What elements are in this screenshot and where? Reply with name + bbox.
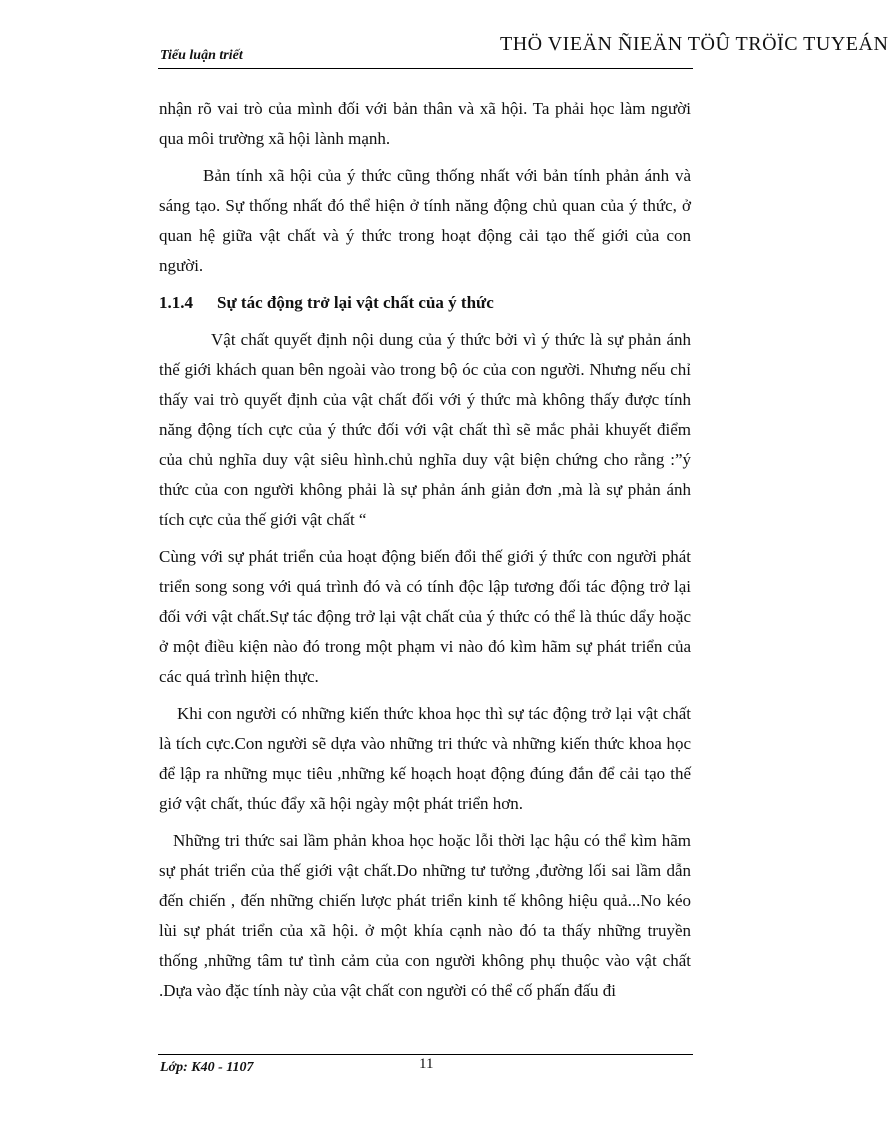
footer-divider — [158, 1054, 693, 1055]
paragraph-4: Cùng với sự phát triển của hoạt động biến đổi thế giới ý thức con người phát triển song song với quá trình đó và có tính độc lập tương đối tác động trở lại đối với vật chất.Sự tác động trở lại vật chất của ý thức có thể là thúc dẩy hoặc ở một điều kiện nào đó trong một phạm vi nào đó kìm hãm sự phát triển của các quá trình hiện thực. — [159, 547, 691, 686]
paragraph-3: Vật chất quyết định nội dung của ý thức bởi vì ý thức là sự phản ánh thế giới khách quan bên ngoài vào trong bộ óc của con người. Nhưng nếu chỉ thấy vai trò quyết định của vật chất đối với ý thức mà không thấy được tính năng động tích cực của ý thức đối với vật chất thì sẽ mắc phải khuyết điểm của chủ nghĩa duy vật siêu hình.chủ nghĩa duy vật biện chứng cho rằng :”ý thức của con người không phải là sự phản ánh giản đơn ,mà là sự phản ánh tích cực của thế giới vật chất “ — [159, 330, 691, 529]
section-number: 1.1.4 — [159, 293, 193, 312]
paragraph-6: Những tri thức sai lầm phản khoa học hoặc lỗi thời lạc hậu có thể kìm hãm sự phát triển của thế giới vật chất.Do những tư tưởng ,đường lối sai lầm dẫn đến chiến , đến những chiến lược phát triển kinh tế không hiệu quả...No kéo lùi sự phát triển của xã hội. ở một khía cạnh nào đó ta thấy những truyền thống ,những tâm tư tình cảm của con người không phụ thuộc vào vật chất .Dựa vào đặc tính này của vật chất con người có thể cố phấn đấu đi — [159, 831, 691, 1000]
header-divider — [158, 68, 693, 69]
paragraph-2: Bản tính xã hội của ý thức cũng thống nhất với bản tính phản ánh và sáng tạo. Sự thống nhất đó thể hiện ở tính năng động chủ quan của ý thức, ở quan hệ giữa vật chất và ý thức trong hoạt động cải tạo thế giới của con người. — [159, 166, 691, 275]
paragraph-1: nhận rõ vai trò của mình đối với bản thân và xã hội. Ta phải học làm người qua môi trường xã hội lành mạnh. — [159, 99, 691, 148]
section-heading — [159, 288, 691, 318]
page-body — [159, 94, 691, 1013]
footer-class-label: Lớp: K40 - 1107 — [160, 1060, 254, 1075]
header-course-title: Tiểu luận triết — [160, 48, 243, 63]
paragraph-5: Khi con người có những kiến thức khoa học thì sự tác động trở lại vật chất là tích cực.Con người sẽ dựa vào những tri thức và những kiến thức khoa học để lập ra những mục tiêu ,những kế hoạch hoạt động đúng đắn để cải tạo thế giớ vật chất, thúc đẩy xã hội ngày một phát triển hơn. — [159, 704, 691, 813]
page-number: 11 — [419, 1056, 434, 1072]
section-title: Sự tác động trở lại vật chất của ý thức — [217, 293, 494, 312]
header-library-title: THÖ VIEÄN ÑIEÄN TÖÛ TRÖÏC TUYEÁN — [500, 33, 888, 55]
